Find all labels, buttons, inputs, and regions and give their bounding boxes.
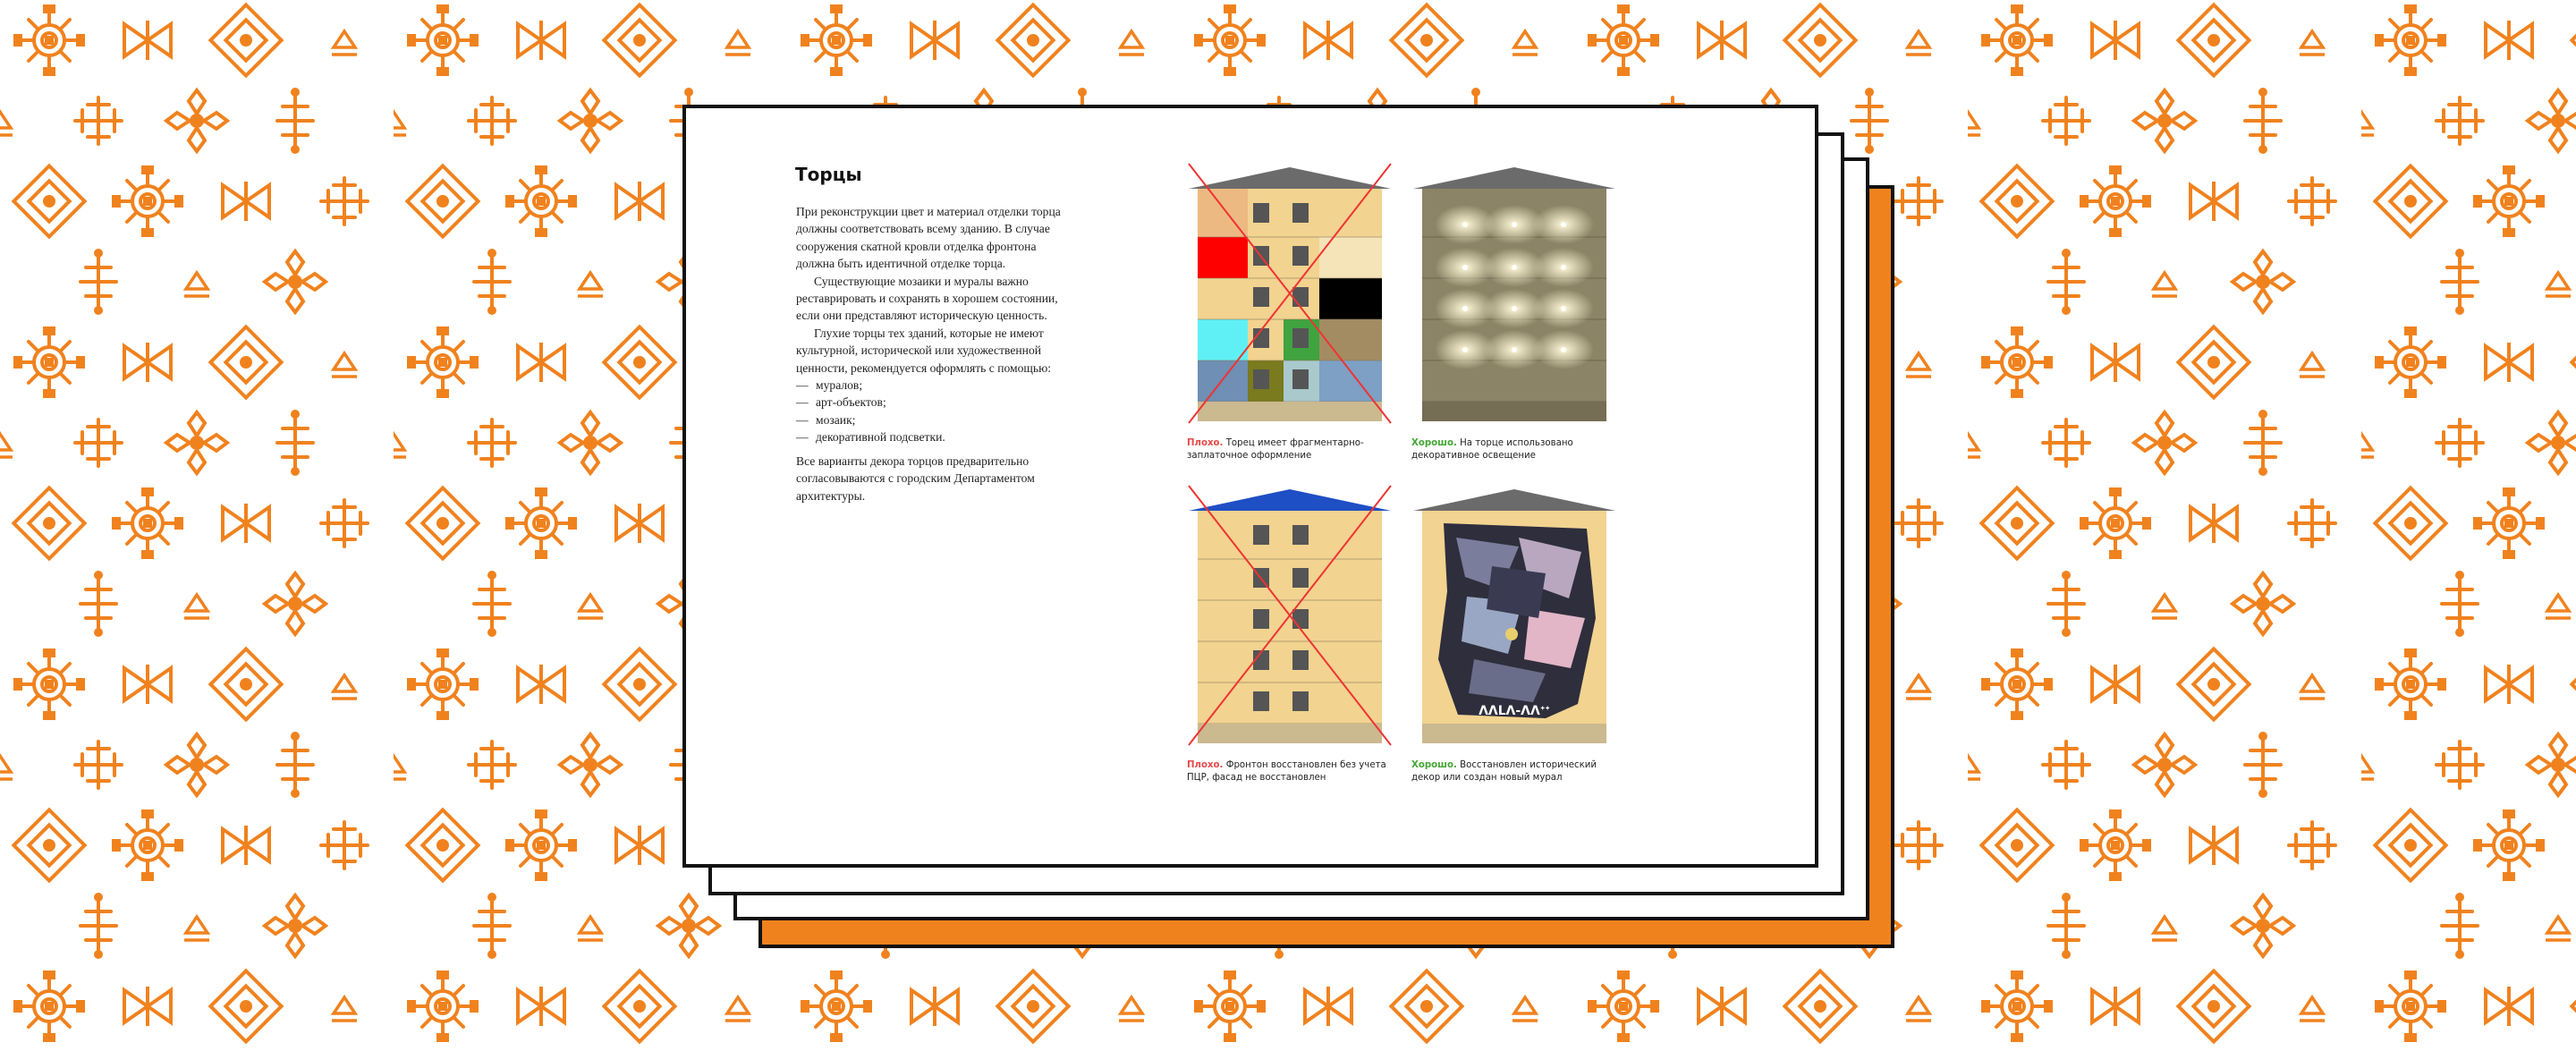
- paragraph: Глухие торцы тех зданий, которые не имеют культурной, исторической или художественной ценности, рекомендуется оформлять с помощью:: [796, 326, 1052, 375]
- caption-text: Восстановлен исторический декор или создан новый мурал: [1411, 760, 1597, 783]
- list-item: — мозаик;: [796, 411, 1069, 428]
- figure-blue-roof-facade: [1187, 484, 1393, 784]
- list-item: — арт-объектов;: [796, 394, 1069, 411]
- figure-mural-facade: [1411, 484, 1617, 784]
- lit-facade-illustration: [1411, 162, 1617, 430]
- blue-roof-facade-illustration: [1187, 484, 1393, 752]
- document-page: [682, 105, 1818, 868]
- caption-text: На торце использовано декоративное освещение: [1411, 438, 1573, 461]
- verdict-label: Плохо.: [1187, 438, 1224, 448]
- figure-caption: [1411, 437, 1617, 462]
- figure-lit-facade: [1411, 162, 1617, 462]
- verdict-label: Хорошо.: [1411, 438, 1457, 448]
- body-text: [796, 203, 1069, 504]
- verdict-label: Хорошо.: [1411, 760, 1457, 770]
- verdict-label: Плохо.: [1187, 760, 1224, 770]
- recommendation-list: [796, 377, 1069, 446]
- figure-caption: [1411, 759, 1617, 784]
- patchwork-facade-illustration: [1187, 162, 1393, 430]
- mural-inscription: ᐱᐱᒪᐱ-ᐱᐱᐩᐩ: [1479, 704, 1550, 718]
- caption-text: Торец имеет фрагментарно-заплаточное оформление: [1187, 438, 1364, 461]
- paragraph: Все варианты декора торцов предварительно согласовываются с городским Департаментом архитектуры.: [796, 453, 1035, 503]
- figure-caption: [1187, 437, 1393, 462]
- figure-caption: [1187, 759, 1393, 784]
- figure-patchwork-facade: [1187, 162, 1393, 462]
- paragraph: При реконструкции цвет и материал отделки торца должны соответствовать всему зданию. В случае сооружения скатной кровли отделка фронтона должна быть идентичной отделке торца.: [796, 205, 1061, 271]
- paragraph: Существующие мозаики и муралы важно реставрировать и сохранять в хорошем состоянии, если они представляют историческую ценность.: [796, 274, 1058, 323]
- mural-facade-illustration: [1411, 484, 1617, 752]
- list-item: — муралов;: [796, 377, 1069, 394]
- page-title: Торцы: [795, 164, 862, 185]
- caption-text: Фронтон восстановлен без учета ПЦР, фасад не восстановлен: [1187, 760, 1386, 783]
- mural-artwork: [1438, 523, 1596, 718]
- list-item: — декоративной подсветки.: [796, 428, 1069, 445]
